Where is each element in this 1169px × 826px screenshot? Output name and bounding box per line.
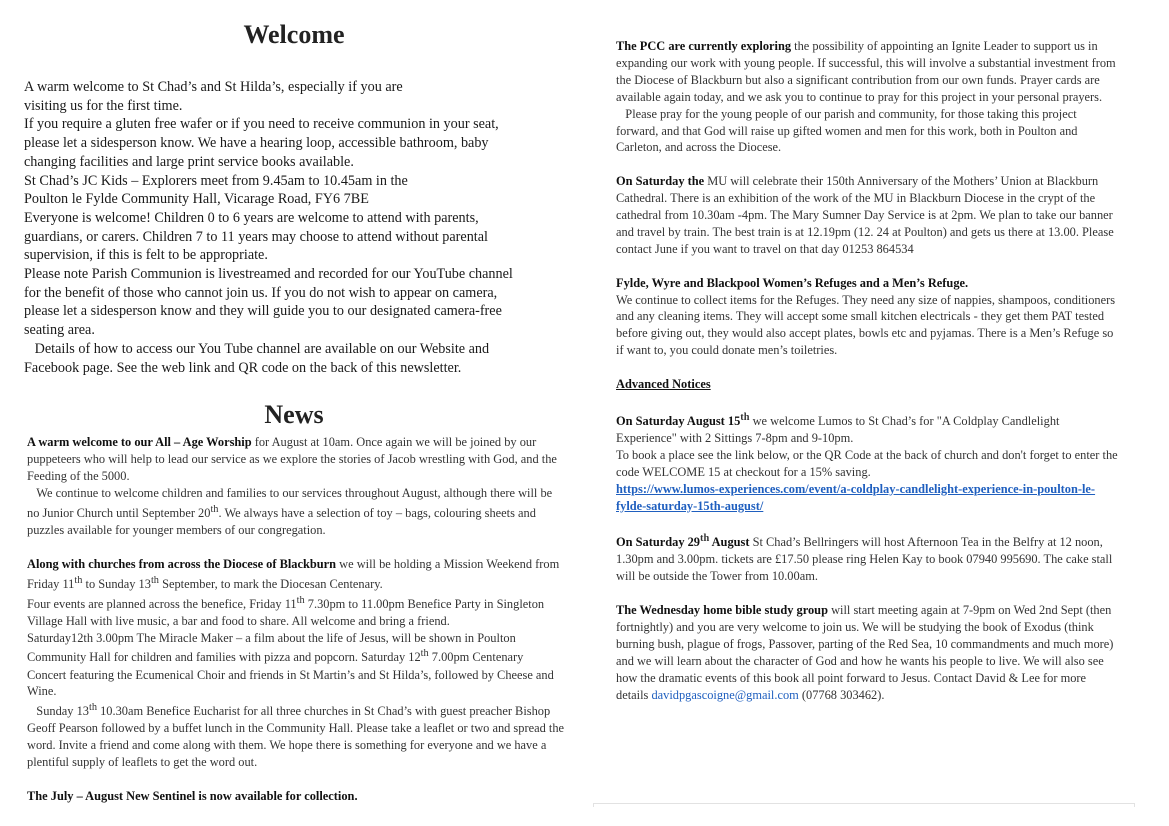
- email-link[interactable]: davidpgascoigne@gmail.com: [651, 687, 799, 702]
- pcc-bold: The PCC are currently exploring: [616, 39, 792, 53]
- worship-paragraph-2: [27, 485, 564, 539]
- lumos-bold: On Saturday August 15: [616, 414, 741, 428]
- lumos-link-line: [616, 481, 1121, 515]
- welcome-line: visiting us for the first time.: [24, 97, 183, 114]
- welcome-heading: Welcome: [243, 20, 345, 49]
- page-footer-rule: [593, 803, 1135, 807]
- bellringers-paragraph: [616, 531, 1121, 585]
- lumos-paragraph: [616, 410, 1121, 447]
- bellringers-text: St Chad’s Bellringers will host Afternoon Tea in the Belfry at 12 noon, 1.30pm and 3.00pm. tickets are £17.50 please ring Helen Kay to book 07940 995690. The cake stall will be outside the Tower from 10.00am.: [616, 535, 1113, 584]
- lumos-text: we welcome Lumos to St Chad’s for "A Coldplay Candlelight Experience" with 2 Sittings 7-8pm and 9-10pm.: [616, 414, 1060, 445]
- right-column: [616, 38, 1121, 704]
- welcome-line: changing facilities and large print service books available.: [24, 153, 354, 170]
- bellringers-bold: On Saturday 29: [616, 535, 700, 550]
- lumos-booking-link[interactable]: https://www.lumos-experiences.com/event/a-coldplay-candlelight-experience-in-poulton-le-fylde-saturday-15th-august/: [616, 481, 1096, 513]
- welcome-line: guardians, or carers. Children 7 to 11 years may choose to attend without parental: [24, 228, 488, 245]
- superscript: th: [296, 594, 305, 606]
- mission-paragraph-4: [27, 700, 568, 771]
- mission-text: 10.30am Benefice Eucharist for all three churches in St Chad’s with guest preacher Bishop Geoff Pearson followed by a buffet lunch in the Community Hall. Please take a leaflet or two and spread the word. Invite a friend and come along with them. We hope there is something for everyone and we have a plentiful supply of leaflets to get the word out.: [27, 704, 568, 770]
- mission-text: Sunday 13: [27, 704, 89, 719]
- welcome-line: supervision, if this is felt to be appropriate.: [24, 247, 268, 264]
- sentinel-notice: [27, 788, 564, 805]
- welcome-text: [24, 78, 564, 377]
- spacer: [616, 393, 1121, 410]
- mu-bold: On Saturday the: [616, 174, 705, 189]
- mission-text: 7.00pm Centenary Concert featuring the Ecumenical Choir and friends in St Martin’s and St Hilda’s, followed by Cheese and Wine.: [27, 650, 554, 699]
- advanced-notices-heading: [616, 376, 1121, 393]
- news-heading: News: [264, 400, 324, 430]
- welcome-line: for the benefit of those who cannot join us. If you do not wish to appear on camera,: [24, 284, 498, 301]
- mission-text: Four events are planned across the benefice, Friday 11: [27, 596, 297, 611]
- worship-text-2b: . We always have a selection of toy – bags, colouring sheets and puzzles available for younger members of our congregation.: [27, 506, 539, 537]
- superscript: th: [88, 702, 98, 714]
- superscript: th: [150, 574, 159, 586]
- pcc-paragraph-2: Please pray for the young people of our parish and community, for those taking this project forward, and that God will raise up gifted women and men for this work, both in Poulton and Carleton, and across the Diocese.: [616, 106, 1081, 155]
- superscript: th: [210, 503, 219, 515]
- spacer: [616, 514, 1121, 531]
- welcome-line: please let a sidesperson know. We have a hearing loop, accessible bathroom, baby: [24, 135, 489, 152]
- welcome-line: Please note Parish Communion is livestreamed and recorded for our YouTube channel: [24, 266, 513, 283]
- refuges-heading: [616, 275, 1121, 292]
- mission-paragraph: [27, 556, 564, 593]
- news-text: [24, 434, 568, 805]
- spacer: [616, 585, 1121, 602]
- welcome-line: Poulton le Fylde Community Hall, Vicarage Road, FY6 7BE: [24, 191, 369, 208]
- spacer: [616, 258, 1121, 275]
- spacer: [616, 359, 1121, 376]
- lumos-paragraph-2: To book a place see the link below, or the QR Code at the back of church and don't forget to enter the code WELCOME 15 at checkout for a 15% saving.: [616, 447, 1118, 479]
- welcome-line: seating area.: [24, 322, 95, 339]
- superscript: th: [740, 411, 750, 423]
- superscript: th: [700, 533, 710, 545]
- bible-study-paragraph: [616, 602, 1121, 687]
- spacer: [616, 156, 1121, 173]
- spacer: [27, 771, 564, 788]
- welcome-line: St Chad’s JC Kids – Explorers meet from 9.45am to 10.45am in the: [24, 172, 408, 189]
- pcc-text: the possibility of appointing an Ignite Leader to support us in expanding our work with young people. If successful, this will involve a substantial investment from the Diocese of Blackburn but also a significant contribution from our own funds. Prayer cards are available again today, and we ask you to continue to pray for this project in your personal prayers.: [616, 39, 1116, 104]
- left-column: [24, 18, 568, 805]
- details-label: details: [616, 687, 652, 702]
- superscript: th: [420, 648, 429, 660]
- welcome-line: Everyone is welcome! Children 0 to 6 years are welcome to attend with parents,: [24, 209, 479, 226]
- worship-text-2a: We continue to welcome children and families to our services throughout August, although there will be no Junior Church until September 20: [27, 485, 556, 520]
- pcc-paragraph: [616, 38, 1121, 106]
- worship-text: for August at 10am. Once again we will be joined by our puppeteers who will help to lead our service as we explore the stories of Jacob wrestling with God, and the Feeding of the 5000.: [27, 435, 557, 484]
- welcome-line: A warm welcome to St Chad’s and St Hilda’s, especially if you are: [24, 79, 403, 95]
- mission-text: we will be holding a Mission Weekend from Friday 11: [27, 556, 560, 591]
- mission-bold: Along with churches from across the Diocese of Blackburn: [27, 556, 337, 571]
- bellringers-bold: August: [709, 535, 750, 550]
- mission-text: 7.30pm to 11.00pm Benefice Party in Singleton Village Hall with live music, a bar and food to share. All welcome and bring a friend.: [27, 596, 545, 628]
- mission-text: September, to mark the Diocesan Centenary.: [158, 576, 383, 591]
- worship-paragraph: [27, 434, 564, 485]
- refuges-paragraph: We continue to collect items for the Refuges. They need any size of nappies, shampoos, conditioners and any cleaning items. They will accept some small kitchen electricals - they get them PAT tested before giving out, they would also accept plates, bowls etc and pyjamas. There is a Men’s Refuge so if want to, you could donate men’s toiletries.: [616, 292, 1116, 358]
- spacer: [27, 539, 564, 556]
- phone-number: (07768 303462).: [798, 687, 885, 702]
- sentinel-bold: The July – August New Sentinel is now available for collection.: [27, 788, 358, 803]
- welcome-line: Details of how to access our You Tube channel are available on our Website and: [24, 340, 490, 357]
- superscript: th: [74, 574, 83, 586]
- worship-bold: A warm welcome to our All – Age Worship: [27, 435, 252, 450]
- welcome-line: please let a sidesperson know and they will guide you to our designated camera-free: [24, 303, 502, 320]
- mu-paragraph: [616, 173, 1121, 258]
- welcome-line: Facebook page. See the web link and QR code on the back of this newsletter.: [24, 359, 462, 376]
- mission-text: to Sunday 13: [82, 576, 151, 591]
- bible-study-contact: [616, 687, 1121, 704]
- refuges-bold: Fylde, Wyre and Blackpool Women’s Refuges and a Men’s Refuge.: [616, 275, 969, 290]
- mission-paragraph-2: [27, 593, 564, 630]
- mission-text: Saturday12th 3.00pm The Miracle Maker – a film about the life of Jesus, will be shown in Poulton Community Hall for children and families with pizza and popcorn. Saturday 12: [27, 630, 516, 665]
- mission-paragraph-3: [27, 630, 564, 701]
- welcome-line: If you require a gluten free wafer or if you need to receive communion in your seat,: [24, 116, 499, 133]
- advanced-notices-label: Advanced Notices: [616, 377, 711, 392]
- mu-text: MU will celebrate their 150th Anniversary of the Mothers’ Union at Blackburn Cathedral. There is an exhibition of the work of the MU in Blackburn Diocese in the crypt of the cathedral from 10.30am -4pm. The Mary Sumner Day Service is at 2pm. We plan to take our banner and travel by train. The best train is at 12.19pm (12. 24 at Poulton) and gets us there at 13.00. Please contact June if you want to travel on that day 01253 864534: [616, 174, 1114, 256]
- bible-study-text: will start meeting again at 7-9pm on Wed 2nd Sept (then fortnightly) and you are very welcome to join us. We will be studying the book of Exodus (think burning bush, plague of frogs, Passover, parting of the Red Sea, 10 commandments and much more) and we will learn about the character of God and how he wants his people to live. We will also see how the dramatic events of this book all point forward to Jesus. Contact David & Lee for more: [616, 603, 1114, 685]
- bible-study-bold: The Wednesday home bible study group: [616, 603, 828, 618]
